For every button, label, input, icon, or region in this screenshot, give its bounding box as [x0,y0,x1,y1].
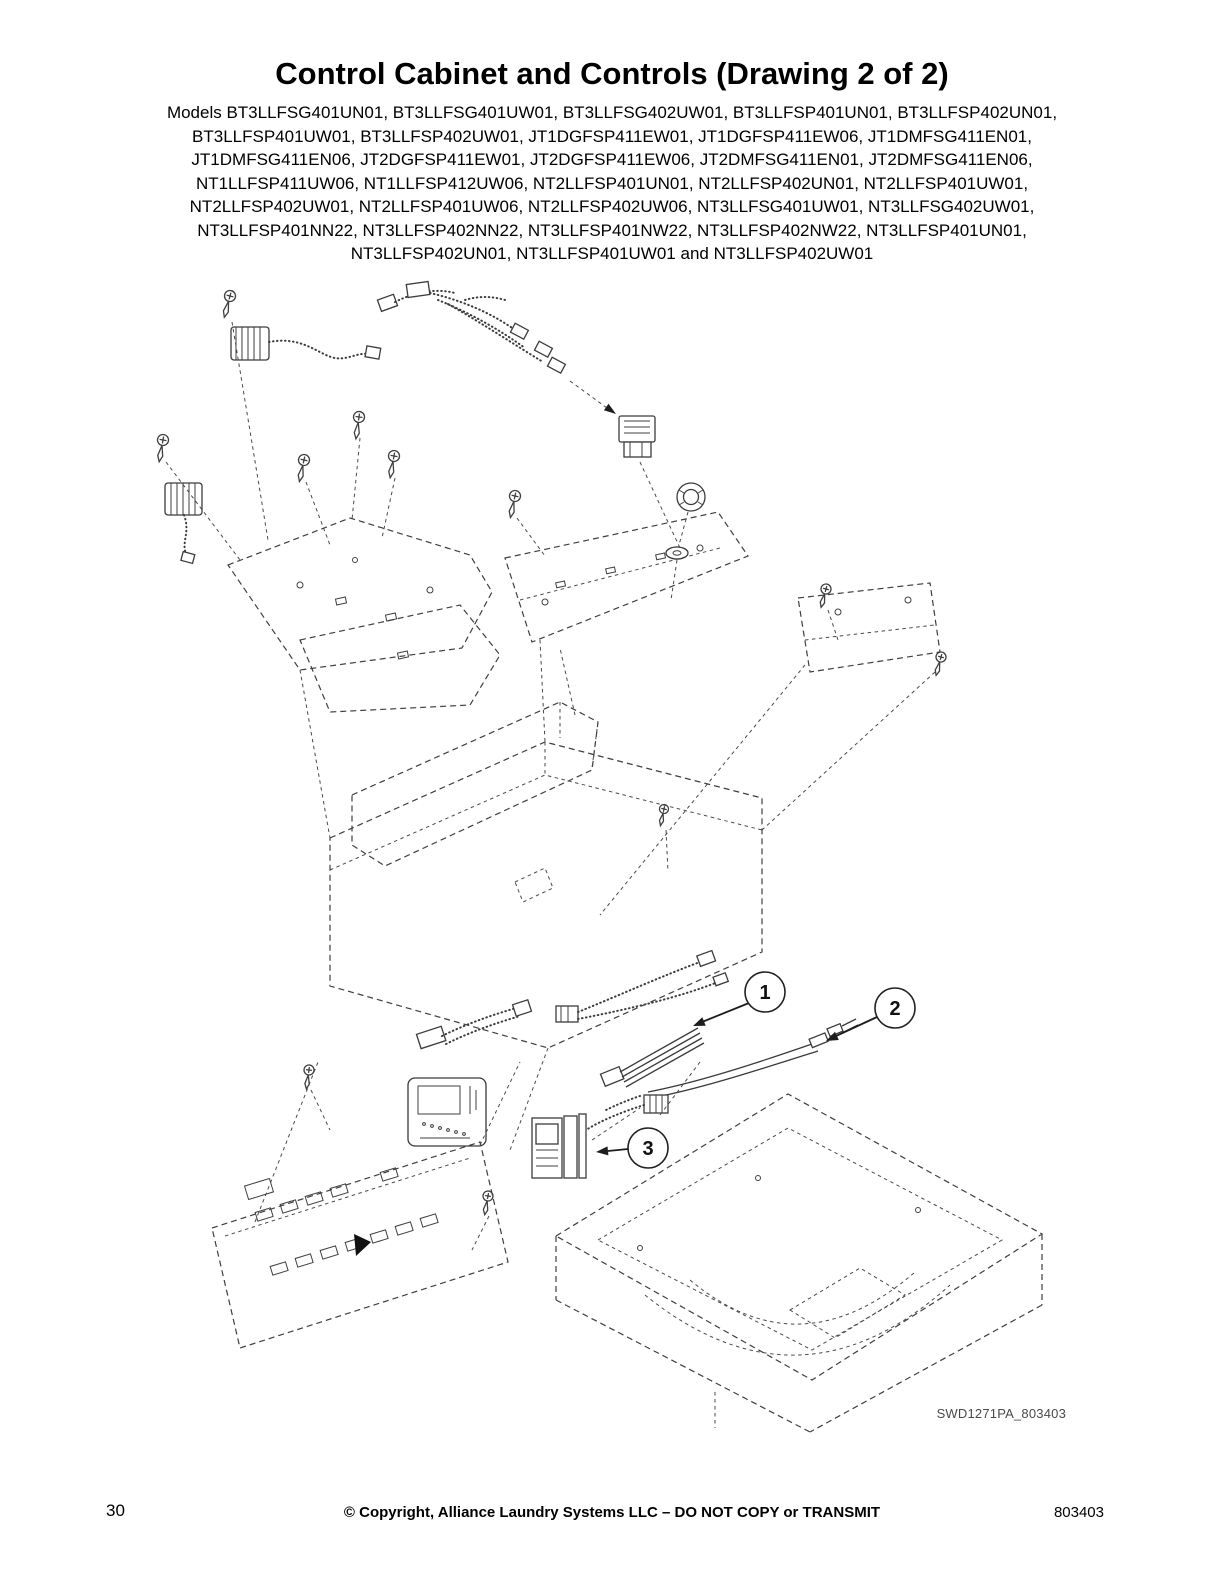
screw-icon [294,453,310,482]
screw-icon [505,489,521,518]
screw-icon [219,289,237,318]
top-support-channel [505,512,748,642]
models-line: JT1DMFSG411EN06, JT2DGFSP411EW01, JT2DGFSP411EW06, JT2DMFSG411EN01, JT2DMFSG411EN06, [191,150,1033,169]
controller-board [311,1078,486,1146]
control-hood-assembly [300,640,762,1150]
models-line: NT3LLFSP401NN22, NT3LLFSP402NN22, NT3LLFSP401NW22, NT3LLFSP402NW22, NT3LLFSP401UN01, [197,220,1027,240]
callout-2-number: 2 [889,998,901,1020]
footer-page-number: 30 [106,1501,125,1520]
timer-control [532,1108,640,1178]
right-bracket [600,583,940,915]
harness-to-switch-arrow [570,381,616,414]
drawing-code: SWD1271PA_803403 [936,1406,1066,1421]
callout-1-number: 1 [759,982,771,1004]
screw-icon [350,411,365,440]
screw-icon [385,450,401,479]
panel-pointer-mark [354,1234,371,1256]
footer-copyright: © Copyright, Alliance Laundry Systems LLC – DO NOT COPY or TRANSMIT [343,1504,881,1521]
callout-3-number: 3 [642,1138,654,1160]
models-line: BT3LLFSP401UW01, BT3LLFSP402UW01, JT1DGFSP411EW01, JT1DGFSP411EW06, JT1DMFSG411EN01, [192,126,1032,146]
ribbon-harness [416,1000,531,1049]
models-line: Models BT3LLFSG401UN01, BT3LLFSG401UW01, BT3LLFSG402UW01, BT3LLFSP401UN01, BT3LLFSP402UN01, [166,103,1058,122]
grommet [666,483,705,600]
page-title: Control Cabinet and Controls (Drawing 2 of 2) [275,56,949,91]
screw-icon [656,804,669,827]
harness-branch-upper [556,951,728,1022]
callout-1 [693,972,785,1026]
models-line: NT2LLFSP402UW01, NT2LLFSP401UW06, NT2LLFSP402UW06, NT3LLFSG401UW01, NT3LLFSG402UW01, [189,197,1035,216]
connector-block [586,1062,700,1130]
switch-assembly [619,416,655,457]
control-panel-fascia [212,1062,520,1348]
callout-3 [596,1128,668,1168]
screw-icon [154,434,170,463]
main-wire-harness [377,282,565,374]
screw-icon [301,1064,314,1089]
transformer-coil-top [231,327,381,360]
transformer-coil-left [165,483,202,563]
footer-doc-number: 803403 [1053,1504,1104,1521]
wire-bundle-item1 [600,1028,704,1087]
models-line: NT1LLFSP411UW06, NT1LLFSP412UW06, NT2LLFSP401UN01, NT2LLFSP402UN01, NT2LLFSP401UW01, [195,173,1029,193]
mounting-bracket-plates [228,518,500,712]
models-line: NT3LLFSP402UN01, NT3LLFSP401UW01 and NT3LLFSP402UW01 [350,244,874,263]
